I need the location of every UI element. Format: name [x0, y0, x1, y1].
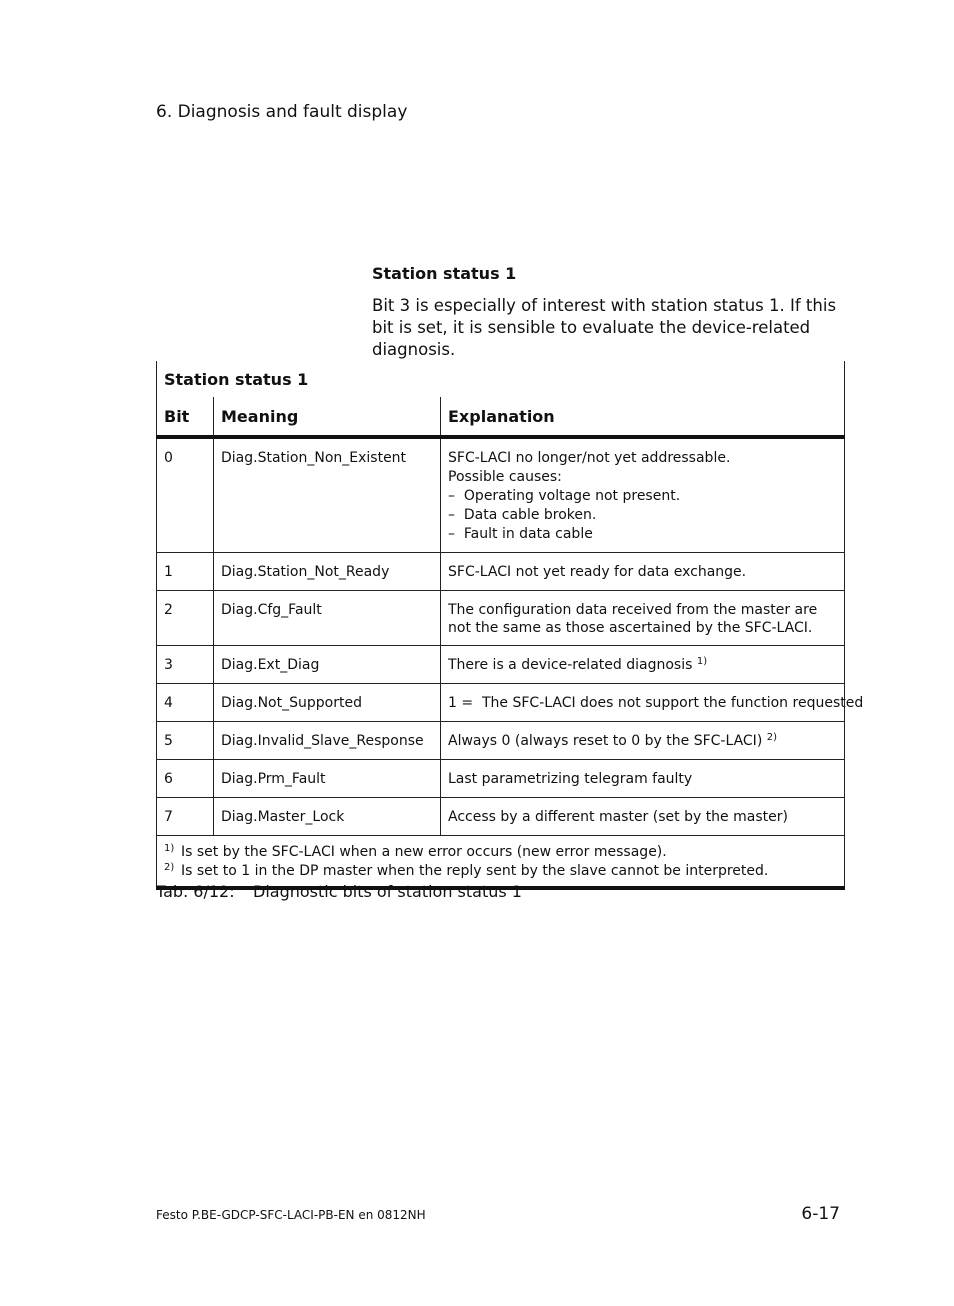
dash-item [448, 487, 837, 506]
footnote-text: Is set to 1 in the DP master when the reply sent by the slave cannot be interpreted. [181, 863, 769, 879]
bit-cell: 4 [157, 684, 214, 722]
bit-cell: 1 [157, 553, 214, 591]
explanation-line: SFC-LACI no longer/not yet addressable. [448, 450, 731, 466]
dash-marker: – [448, 507, 464, 523]
dash-item [448, 506, 837, 525]
table-footnotes [157, 836, 845, 889]
page-number: 6-17 [801, 1204, 840, 1224]
dash-marker: – [448, 488, 464, 504]
explanation-text: Always 0 (always reset to 0 by the SFC-LACI) [448, 733, 763, 749]
document-reference: Festo P.BE-GDCP-SFC-LACI-PB-EN en 0812NH [156, 1208, 426, 1222]
table-caption: Station status 1 [157, 361, 845, 397]
bit-cell: 2 [157, 591, 214, 646]
bit-cell: 5 [157, 722, 214, 760]
bit-cell: 6 [157, 760, 214, 798]
meaning-cell: Diag.Cfg_Fault [214, 591, 441, 646]
explanation-cell [441, 646, 845, 684]
station-status-table [156, 361, 864, 890]
explanation-cell: Last parametrizing telegram faulty [441, 760, 845, 798]
table-row [157, 591, 845, 646]
intro-block [372, 264, 842, 361]
dash-text: Data cable broken. [463, 507, 597, 523]
dash-text: Operating voltage not present. [463, 488, 681, 504]
footnote-ref: 1) [696, 656, 708, 667]
intro-text: Bit 3 is especially of interest with station status 1. If this bit is set, it is sensible to evaluate the device-related diagnosis. [372, 296, 837, 359]
dash-item [448, 525, 837, 544]
footnote [164, 843, 837, 862]
table-row [157, 553, 845, 591]
column-header-bit: Bit [157, 397, 214, 437]
table-title-text: Diagnostic bits of station status 1 [253, 882, 522, 901]
meaning-cell: Diag.Invalid_Slave_Response [214, 722, 441, 760]
bit-cell: 0 [157, 437, 214, 553]
column-header-explanation: Explanation [441, 397, 845, 437]
table-row [157, 684, 845, 722]
footnote [164, 862, 837, 881]
footnote-ref: 2) [766, 732, 777, 743]
meaning-cell: Diag.Station_Not_Ready [214, 553, 441, 591]
meaning-cell: Diag.Master_Lock [214, 798, 441, 836]
bit-cell: 7 [157, 798, 214, 836]
column-header-meaning: Meaning [214, 397, 441, 437]
meaning-cell: Diag.Ext_Diag [214, 646, 441, 684]
explanation-cell: The configuration data received from the master are not the same as those ascertained by the SFC-LACI. [441, 591, 845, 646]
table-row [157, 437, 845, 553]
footnote-mark: 1) [164, 843, 175, 854]
meaning-cell: Diag.Station_Non_Existent [214, 437, 441, 553]
explanation-cell: 1 = The SFC-LACI does not support the function requested [441, 684, 845, 722]
footnote-text: Is set by the SFC-LACI when a new error occurs (new error message). [181, 844, 667, 860]
table-row [157, 760, 845, 798]
meaning-cell: Diag.Not_Supported [214, 684, 441, 722]
table-row [157, 798, 845, 836]
explanation-cell [441, 722, 845, 760]
table-number: Tab. 6/12: [156, 882, 235, 901]
explanation-line: Possible causes: [448, 469, 562, 485]
intro-title: Station status 1 [372, 264, 517, 283]
explanation-cell: Access by a different master (set by the master) [441, 798, 845, 836]
table-row [157, 722, 845, 760]
table-title [156, 882, 522, 901]
dash-text: Fault in data cable [463, 526, 593, 542]
table-row [157, 646, 845, 684]
explanation-text: There is a device-related diagnosis [448, 657, 693, 673]
footnote-mark: 2) [164, 862, 175, 873]
explanation-cell [441, 437, 845, 553]
bit-cell: 3 [157, 646, 214, 684]
section-header: 6. Diagnosis and fault display [156, 102, 408, 122]
dash-marker: – [448, 526, 464, 542]
meaning-cell: Diag.Prm_Fault [214, 760, 441, 798]
explanation-cell: SFC-LACI not yet ready for data exchange. [441, 553, 845, 591]
